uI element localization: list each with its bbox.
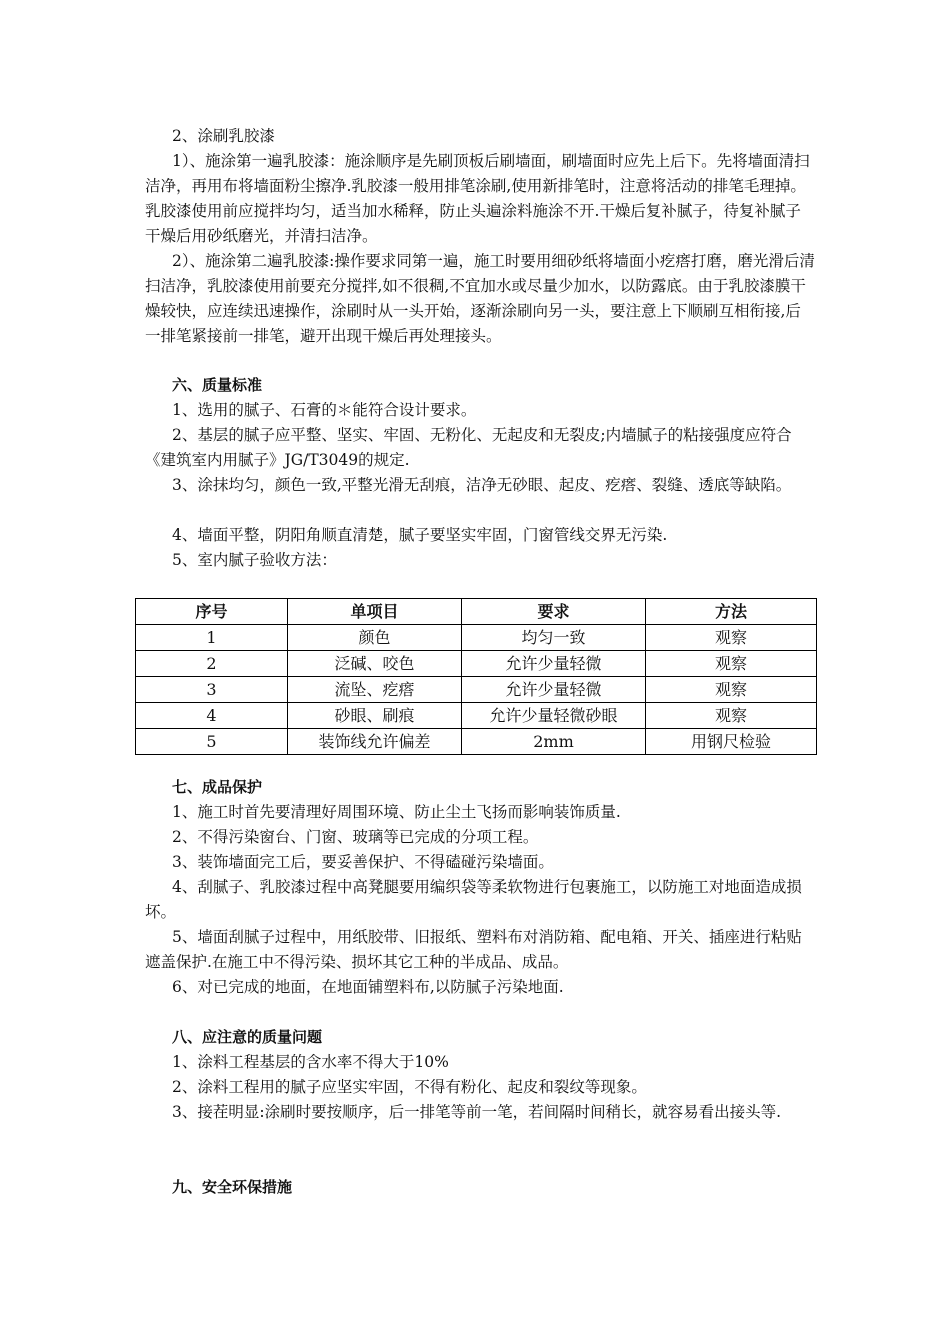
table-cell: 用钢尺检验 [646,729,817,755]
protection-item-5: 5、墙面刮腻子过程中，用纸胶带、旧报纸、塑料布对消防箱、配电箱、开关、插座进行粘贴遮盖保护.在施工中不得污染、损坏其它工种的半成品、成品。 [145,928,802,971]
table-cell: 砂眼、刷痕 [288,703,462,729]
table-cell: 流坠、疙瘩 [288,677,462,703]
issue-item-1: 1、涂料工程基层的含水率不得大于10% [172,1053,449,1071]
table-header-cell: 方法 [646,599,817,625]
table-header-cell: 序号 [136,599,288,625]
quality-item-5: 5、室内腻子验收方法： [172,551,337,569]
protection-item-1: 1、施工时首先要清理好周围环境、防止尘土飞扬而影响装饰质量. [172,803,621,821]
table-cell: 观察 [646,625,817,651]
table-cell: 4 [136,703,288,729]
table-cell: 1 [136,625,288,651]
table-cell: 5 [136,729,288,755]
quality-item-2: 2、基层的腻子应平整、坚实、牢固、无粉化、无起皮和无裂皮;内墙腻子的粘接强度应符合《建筑室内用腻子》JG/T3049的规定. [145,426,792,469]
section-heading-quality-standard: 六、质量标准 [172,376,263,394]
section-heading-product-protection: 七、成品保护 [172,778,263,796]
protection-item-4: 4、刮腻子、乳胶漆过程中高凳腿要用编织袋等柔软物进行包裹施工，以防施工对地面造成损坏。 [145,878,802,921]
table-cell: 允许少量轻微砂眼 [462,703,646,729]
table-header-row [136,599,817,625]
section-heading-safety-environment: 九、安全环保措施 [172,1178,293,1196]
quality-item-3: 3、涂抹均匀，颜色一致,平整光滑无刮痕，洁净无砂眼、起皮、疙瘩、裂缝、透底等缺陷。 [172,476,792,494]
table-row [136,703,817,729]
table-row [136,677,817,703]
table-cell: 2 [136,651,288,677]
table-cell: 颜色 [288,625,462,651]
painting-paragraph-2: 2）、施涂第二遍乳胶漆:操作要求同第一遍，施工时要用细砂纸将墙面小疙瘩打磨，磨光滑后清扫洁净，乳胶漆使用前要充分搅拌,如不很稠,不宜加水或尽量少加水，以防露底。由于乳胶漆膜干燥较快，应连续迅速操作，涂刷时从一头开始，逐渐涂刷向另一头，要注意上下顺刷互相衔接,后一排笔紧接前一排笔，避开出现干燥后再处理接头。 [145,252,815,345]
table-cell: 3 [136,677,288,703]
protection-item-6: 6、对已完成的地面，在地面铺塑料布,以防腻子污染地面. [172,978,564,996]
acceptance-method-table [135,598,817,755]
table-cell: 均匀一致 [462,625,646,651]
table-header-cell: 要求 [462,599,646,625]
painting-paragraph-1: 1）、施涂第一遍乳胶漆：施涂顺序是先刷顶板后刷墙面，刷墙面时应先上后下。先将墙面清扫洁净，再用布将墙面粉尘擦净.乳胶漆一般用排笔涂刷,使用新排笔时，注意将活动的排笔毛理掉。乳胶漆使用前应搅拌均匀，适当加水稀释，防止头遍涂料施涂不开.干燥后复补腻子，待复补腻子干燥后用砂纸磨光，并清扫洁净。 [145,152,810,245]
table-row [136,729,817,755]
section-heading-quality-issues: 八、应注意的质量问题 [172,1028,323,1046]
table-cell: 观察 [646,677,817,703]
table-cell: 装饰线允许偏差 [288,729,462,755]
protection-item-2: 2、不得污染窗台、门窗、玻璃等已完成的分项工程。 [172,828,539,846]
table-cell: 允许少量轻微 [462,677,646,703]
table-cell: 泛碱、咬色 [288,651,462,677]
table-row [136,625,817,651]
quality-item-4: 4、墙面平整，阴阳角顺直清楚，腻子要坚实牢固，门窗管线交界无污染. [172,526,668,544]
table-row [136,651,817,677]
issue-item-2: 2、涂料工程用的腻子应坚实牢固，不得有粉化、起皮和裂纹等现象。 [172,1078,647,1096]
subsection-title-painting: 2、涂刷乳胶漆 [172,127,275,145]
table-cell: 允许少量轻微 [462,651,646,677]
quality-item-1: 1、选用的腻子、石膏的＊能符合设计要求。 [172,401,477,419]
table-cell: 2mm [462,729,646,755]
protection-item-3: 3、装饰墙面完工后，要妥善保护、不得磕碰污染墙面。 [172,853,554,871]
issue-item-3: 3、接茬明显:涂刷时要按顺序，后一排笔等前一笔，若间隔时间稍长，就容易看出接头等. [172,1103,782,1121]
table-cell: 观察 [646,651,817,677]
table-header-cell: 单项目 [288,599,462,625]
table-cell: 观察 [646,703,817,729]
